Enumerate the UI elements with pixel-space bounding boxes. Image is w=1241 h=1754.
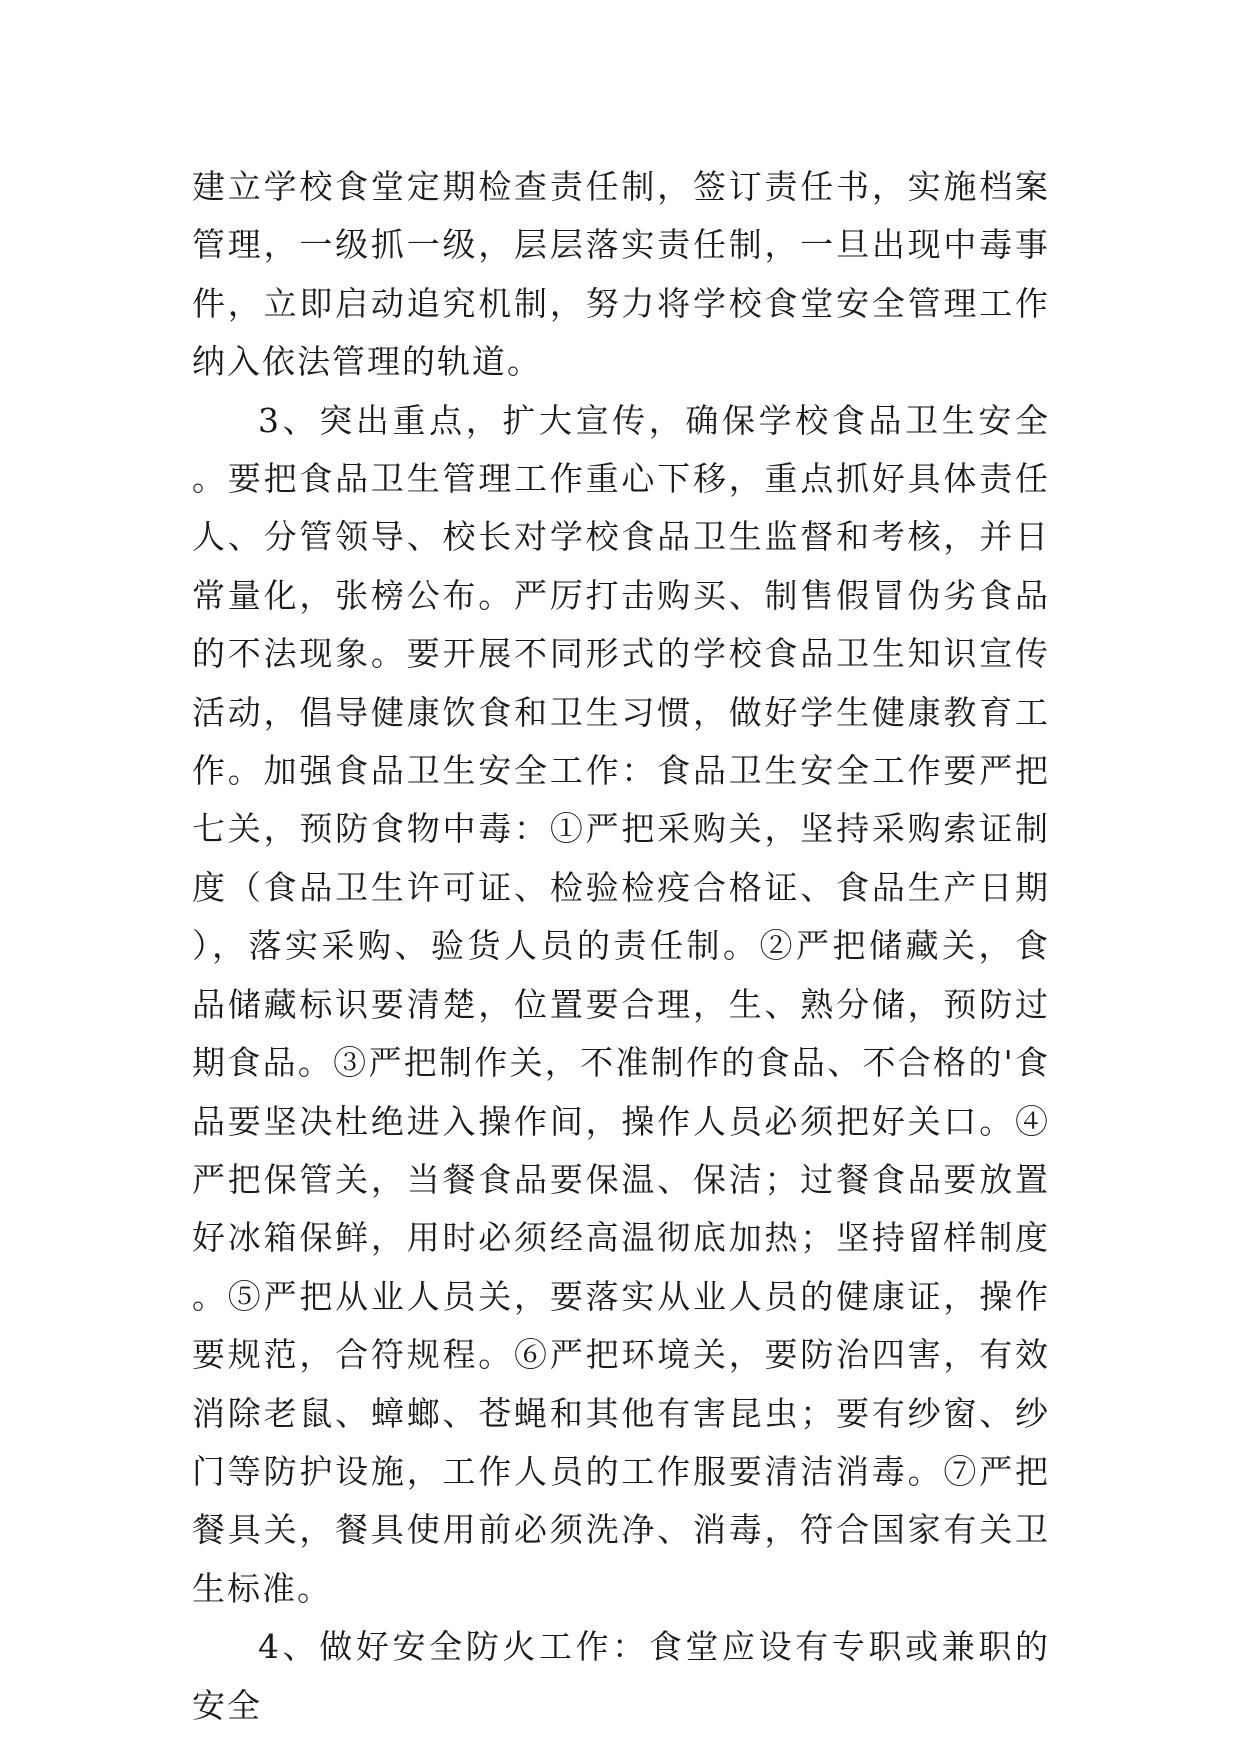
- paragraph-continuation: 建立学校食堂定期检查责任制，签订责任书，实施档案管理，一级抓一级，层层落实责任制，一旦出现中毒事件，立即启动追究机制，努力将学校食堂安全管理工作纳入依法管理的轨道。: [192, 167, 1050, 382]
- document-body: [192, 158, 1050, 1735]
- paragraph-section-4: 4、做好安全防火工作：食堂应设有专职或兼职的安全: [192, 1627, 1050, 1725]
- paragraph-section-3: 3、突出重点，扩大宣传，确保学校食品卫生安全。要把食品卫生管理工作重心下移，重点抓好具体责任人、分管领导、校长对学校食品卫生监督和考核，并日常量化，张榜公布。严厉打击购买、制售假冒伪劣食品的不法现象。要开展不同形式的学校食品卫生知识宣传活动，倡导健康饮食和卫生习惯，做好学生健康教育工作。加强食品卫生安全工作：食品卫生安全工作要严把七关，预防食物中毒：①严把采购关，坚持采购索证制度（食品卫生许可证、检验检疫合格证、食品生产日期），落实采购、验货人员的责任制。②严把储藏关，食品储藏标识要清楚，位置要合理，生、熟分储，预防过期食品。③严把制作关，不准制作的食品、不合格的'食品要坚决杜绝进入操作间，操作人员必须把好关口。④严把保管关，当餐食品要保温、保洁；过餐食品要放置好冰箱保鲜，用时必须经高温彻底加热；坚持留样制度。⑤严把从业人员关，要落实从业人员的健康证，操作要规范，合符规程。⑥严把环境关，要防治四害，有效消除老鼠、蟑螂、苍蝇和其他有害昆虫；要有纱窗、纱门等防护设施，工作人员的工作服要清洁消毒。⑦严把餐具关，餐具使用前必须洗净、消毒，符合国家有关卫生标准。: [192, 400, 1050, 1608]
